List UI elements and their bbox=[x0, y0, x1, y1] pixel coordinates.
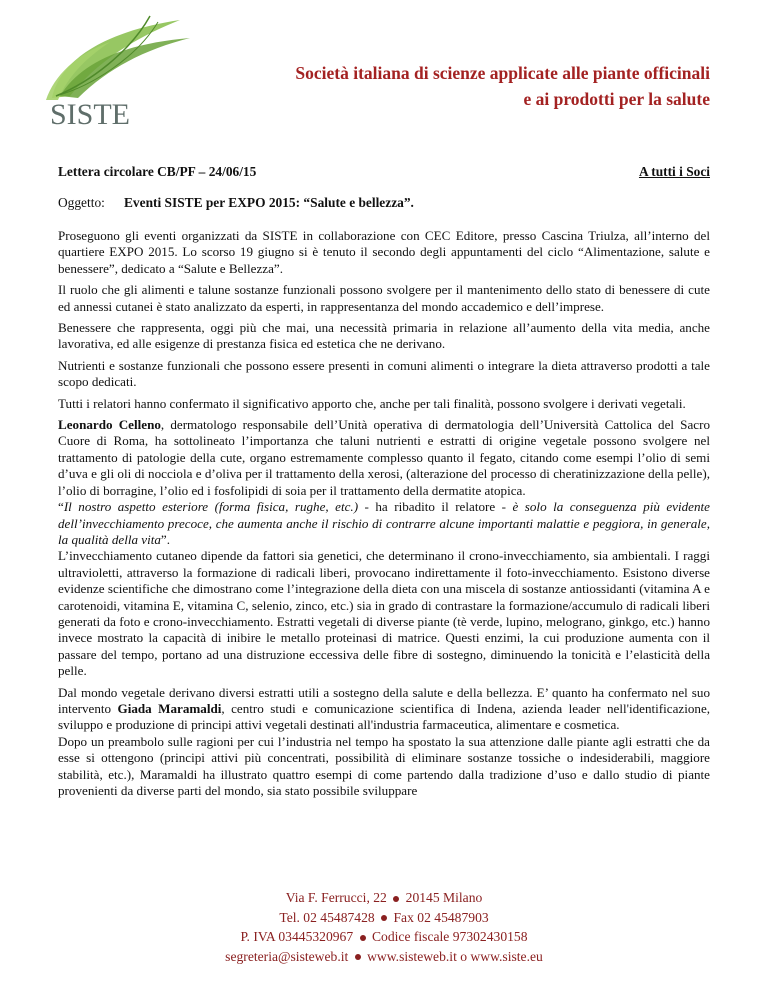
quote-italic-1: Il nostro aspetto esteriore (forma fisica, rughe, etc.) bbox=[63, 499, 359, 515]
bullet-icon bbox=[381, 915, 387, 921]
quote-italic-2: è solo la conseguenza più evidente dell’invecchiamento precoce, che aumenta anche il rischio di contrarre alcune importanti malattie e peggiora, in generale, la qualità della vita bbox=[58, 499, 710, 547]
quote-close: ”. bbox=[160, 531, 171, 547]
footer-address: Via F. Ferrucci, 22 bbox=[285, 890, 387, 905]
footer-line-tax bbox=[0, 927, 768, 947]
paragraph-9-after: , centro studi e comunicazione scientifica di Indena, azienda leader nell'identificazione, sviluppo e produzione di principi attivi vegetali destinati all'industria farmaceutica, alimentare e cosmetica. bbox=[58, 700, 711, 733]
footer-city: 20145 Milano bbox=[405, 890, 483, 905]
paragraph-6 bbox=[58, 417, 710, 499]
paragraph-9 bbox=[58, 685, 710, 734]
bullet-icon bbox=[360, 935, 366, 941]
letter-body bbox=[58, 228, 710, 799]
subject-label: Oggetto: bbox=[58, 195, 105, 210]
quote-open: “ bbox=[58, 499, 64, 515]
paragraph-1: Proseguono gli eventi organizzati da SISTE in collaborazione con CEC Editore, presso Cascina Triulza, all’interno del quartiere EXPO 2015. Lo scorso 19 giugno si è tenuto il secondo degli appuntamenti del ciclo “Alimentazione, salute e benessere”, dedicato a “Salute e Bellezza”. bbox=[58, 228, 710, 276]
paragraph-10: Dopo un preambolo sulle ragioni per cui l’industria nel tempo ha spostato la sua attenzione dalle piante agli estratti che da esse si ottengono (principi attivi più concentrati, possibilità di eliminare sostanze tossiche o indesiderabili, maggiore stabilità, etc.), Maramaldi ha illustrato quattro esempi di come partendo dalla tradizione d’uso e dallo studio di piante provenienti da diverse parti del mondo, sia stato possibile sviluppare bbox=[58, 733, 710, 798]
quote-paragraph bbox=[58, 499, 710, 548]
footer-fax: Fax 02 45487903 bbox=[393, 909, 489, 925]
paragraph-8: L’invecchiamento cutaneo dipende da fattori sia genetici, che determinano il crono-invecchiamento, sia ambientali. I raggi ultravioletti, attraverso la formazione di radicali liberi, provocano indirettamente il foto-invecchiamento. Esistono diverse evidenze scientifiche che dimostrano come l’integrazione della dieta con una miscela di sostanze antiossidanti (vitamina A e carotenoidi, vitamina E, vitamina C, selenio, zinco, etc.) sia in grado di contrastare la formazione/accumulo di radicali liberi generati da foto e crono-invecchiamento. Estratti vegetali di diverse piante (tè verde, lupino, melograno, ginkgo, etc.) hanno invece mostrato la capacità di inibire le metallo proteinasi di matrice. Questi enzimi, la cui produzione aumenta con il passare del tempo, portano ad una distruzione eccessiva delle fibre di sostegno, diminuendo la tonicità e l’elasticità della pelle. bbox=[58, 548, 710, 679]
paragraph-6-text: , dermatologo responsabile dell’Unità operativa di dermatologia dell’Università Cattolica del Sacro Cuore di Roma, ha sottolineato l’importanza che taluni nutrienti e estratti di origine vegetale possono svolgere nel trattamento di patologie della cute, organo estremamente complesso quanto il fegato, citando come esempi l’olio di semi d’uva e gli oli di nocciola e d’oliva per il trattamento della xerosi, (alterazione del processo di cheratinizzazione della pelle), l’olio di borragine, l’olio ed i fosfolipidi di soia per il trattamento della dermatite atopica. bbox=[58, 417, 710, 498]
footer-contacts bbox=[0, 888, 768, 966]
letter-recipients: A tutti i Soci bbox=[638, 164, 710, 179]
bullet-icon bbox=[355, 954, 361, 960]
letter-reference: Lettera circolare CB/PF – 24/06/15 bbox=[58, 164, 257, 179]
footer-vat: P. IVA 03445320967 bbox=[240, 929, 354, 944]
org-line-1: Società italiana di scienze applicate alle piante officinali bbox=[295, 63, 710, 83]
footer-tel: Tel. 02 45487428 bbox=[279, 909, 375, 925]
footer-line-address bbox=[0, 888, 768, 908]
siste-logo bbox=[30, 12, 200, 130]
speaker-name-celleno: Leonardo Celleno bbox=[58, 417, 161, 433]
speaker-name-maramaldi: Giada Maramaldi bbox=[117, 700, 222, 716]
paragraph-4: Nutrienti e sostanze funzionali che possono essere presenti in comuni alimenti o integrare la dieta attraverso prodotti a tale scopo dedicati. bbox=[58, 357, 710, 390]
footer-line-web bbox=[0, 947, 768, 967]
paragraph-9-text: Dal mondo vegetale derivano diversi estratti utili a sostegno della salute e della bellezza. E’ quanto ha confermato nel suo intervento bbox=[58, 684, 710, 716]
subject-text: Eventi SISTE per EXPO 2015: “Salute e bellezza”. bbox=[124, 195, 414, 210]
svg-text:SISTE: SISTE bbox=[50, 98, 131, 130]
organization-name bbox=[295, 60, 710, 112]
footer-line-phone bbox=[0, 908, 768, 928]
footer-tax-code: Codice fiscale 97302430158 bbox=[371, 929, 528, 944]
paragraph-5: Tutti i relatori hanno confermato il significativo apporto che, anche per tali finalità, possono svolgere i derivati vegetali. bbox=[58, 395, 686, 411]
paragraph-2: Il ruolo che gli alimenti e talune sostanze funzionali possono svolgere per il mantenimento dello stato di benessere di cute ed annessi cutanei è stato analizzato da esperti, in rappresentanza del mondo accademico e dell’imprese. bbox=[58, 282, 710, 314]
footer-website[interactable]: www.sisteweb.it o www.siste.eu bbox=[367, 948, 543, 964]
bullet-icon bbox=[393, 896, 399, 902]
footer-email[interactable]: segreteria@sisteweb.it bbox=[225, 948, 349, 964]
quote-mid: - ha ribadito il relatore - bbox=[358, 499, 513, 515]
paragraph-3: Benessere che rappresenta, oggi più che mai, una necessità primaria in relazione all’aumento della vita media, anche lavorativa, ed alle esigenze di prestanza fisica ed estetica che ne derivano. bbox=[58, 320, 710, 352]
letter-subject bbox=[58, 195, 414, 211]
org-line-2: e ai prodotti per la salute bbox=[523, 89, 710, 109]
letter-meta bbox=[58, 164, 710, 180]
